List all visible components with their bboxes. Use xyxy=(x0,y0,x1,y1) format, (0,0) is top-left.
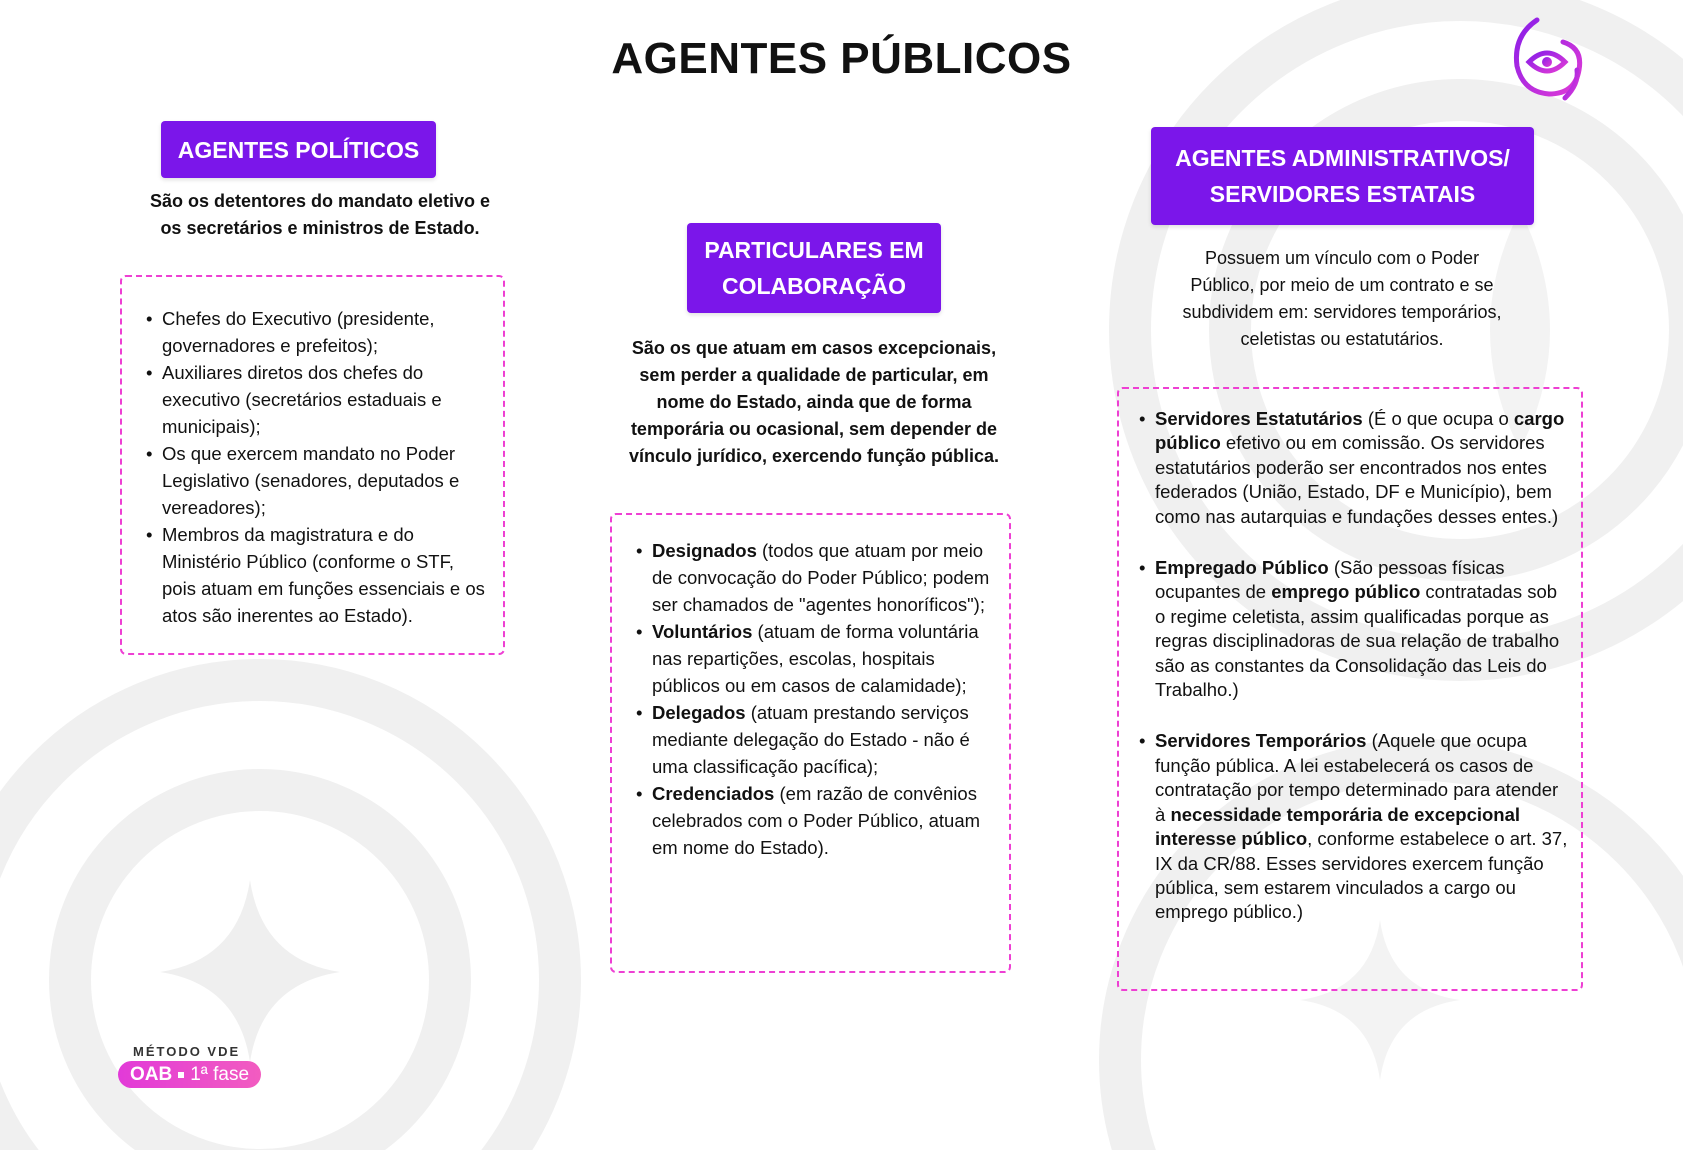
swirl-eye-logo-icon xyxy=(1507,14,1587,106)
item-text: (atuam de forma voluntária nas repartições, escolas, hospitais públicos ou em casos de calamidade); xyxy=(652,621,979,696)
item-text: (É o que ocupa o xyxy=(1362,408,1514,429)
agentes-politicos-list xyxy=(122,305,489,629)
brand-oab-badge xyxy=(118,1061,261,1088)
item-term: Servidores Temporários xyxy=(1155,730,1367,752)
agentes-administrativos-description xyxy=(1152,245,1532,353)
agentes-politicos-list-box xyxy=(120,275,505,655)
description-line: subdividem em: servidores temporários, xyxy=(1182,302,1502,322)
list-item: • Chefes do Executivo (presidente, governadores e prefeitos); xyxy=(162,305,489,359)
list-item xyxy=(652,780,995,861)
list-item xyxy=(1155,407,1571,529)
agentes-politicos-description xyxy=(110,188,530,242)
particulares-list-box xyxy=(610,513,1011,973)
brand-method-label: MÉTODO VDE xyxy=(133,1044,241,1059)
description-line: sem perder a qualidade de particular, em xyxy=(639,365,989,385)
brand-separator-icon xyxy=(178,1072,184,1078)
heading-line: SERVIDORES ESTATAIS xyxy=(1209,181,1476,207)
description-line: nome do Estado, ainda que de forma xyxy=(656,392,972,412)
description-line: São os que atuam em casos excepcionais, xyxy=(631,338,997,358)
list-item xyxy=(652,699,995,780)
item-text: (atuam prestando serviços mediante delegação do Estado - não é uma classificação pacífica); xyxy=(652,702,970,777)
item-emphasis: emprego público xyxy=(1271,581,1421,603)
agentes-administrativos-list-box xyxy=(1117,387,1583,991)
description-line: temporária ou ocasional, sem depender de xyxy=(630,419,998,439)
item-text: contratadas sob o regime celetista, assim qualificadas porque as regras disciplinadoras de sua relação de trabalho são as constantes da Consolidação das Leis do Trabalho.) xyxy=(1155,581,1560,701)
page-title: AGENTES PÚBLICOS xyxy=(611,34,1072,83)
item-term: Designados xyxy=(652,540,757,561)
particulares-heading xyxy=(687,223,941,313)
item-term: Empregado Público xyxy=(1155,557,1329,579)
list-item: • Os que exercem mandato no Poder Legislativo (senadores, deputados e vereadores); xyxy=(162,440,489,521)
list-item xyxy=(652,537,995,618)
list-item xyxy=(1155,729,1571,924)
item-term: Voluntários xyxy=(652,621,753,642)
agentes-politicos-heading-text: AGENTES POLÍTICOS xyxy=(177,136,420,163)
particulares-description xyxy=(596,335,1032,470)
heading-line: PARTICULARES EM xyxy=(704,237,924,263)
description-line: Público, por meio de um contrato e se xyxy=(1190,275,1494,295)
agentes-administrativos-heading xyxy=(1151,127,1534,225)
list-item: • Auxiliares diretos dos chefes do executivo (secretários estaduais e municipais); xyxy=(162,359,489,440)
item-text: (São pessoas físicas ocupantes de xyxy=(1155,557,1505,603)
description-line: Possuem um vínculo com o Poder xyxy=(1204,248,1480,268)
description-line: celetistas ou estatutários. xyxy=(1240,329,1444,349)
item-term: Credenciados xyxy=(652,783,775,804)
item-emphasis: cargo público xyxy=(1155,408,1565,454)
item-text: (Aquele que ocupa função pública. A lei estabelecerá os casos de contratação por tempo determinado para atender à xyxy=(1155,730,1559,825)
list-item: • Membros da magistratura e do Ministério Público (conforme o STF, pois atuam em funções essenciais e os atos são inerentes ao Estado). xyxy=(162,521,489,629)
description-line: São os detentores do mandato eletivo e xyxy=(149,191,491,211)
brand-phase-text: 1ª fase xyxy=(190,1064,250,1085)
agentes-administrativos-list xyxy=(1119,407,1571,925)
particulares-list xyxy=(612,537,995,861)
item-text: (em razão de convênios celebrados com o Poder Público, atuam em nome do Estado). xyxy=(652,783,981,858)
description-line: os secretários e ministros de Estado. xyxy=(160,218,480,238)
item-text: (todos que atuam por meio de convocação do Poder Público; podem ser chamados de "agentes honoríficos"); xyxy=(652,540,990,615)
item-text: efetivo ou em comissão. Os servidores estatutários poderão ser encontrados nos entes federados (União, Estado, DF e Município), bem como nas autarquias e fundações desses entes.) xyxy=(1155,432,1559,527)
description-line: vínculo jurídico, exercendo função pública. xyxy=(628,446,1000,466)
agentes-politicos-heading xyxy=(161,121,436,178)
item-text: , conforme estabelece o art. 37, IX da CR/88. Esses servidores exercem função pública, sem estarem vinculados a cargo ou emprego público.) xyxy=(1155,828,1568,923)
list-item xyxy=(1155,556,1571,702)
list-item xyxy=(652,618,995,699)
item-emphasis: necessidade temporária de excepcional interesse público xyxy=(1155,803,1521,850)
item-term: Servidores Estatutários xyxy=(1155,408,1363,429)
heading-line: COLABORAÇÃO xyxy=(722,273,906,299)
item-term: Delegados xyxy=(652,702,746,723)
heading-line: AGENTES ADMINISTRATIVOS/ xyxy=(1175,145,1510,171)
brand-oab-text: OAB xyxy=(130,1064,173,1085)
